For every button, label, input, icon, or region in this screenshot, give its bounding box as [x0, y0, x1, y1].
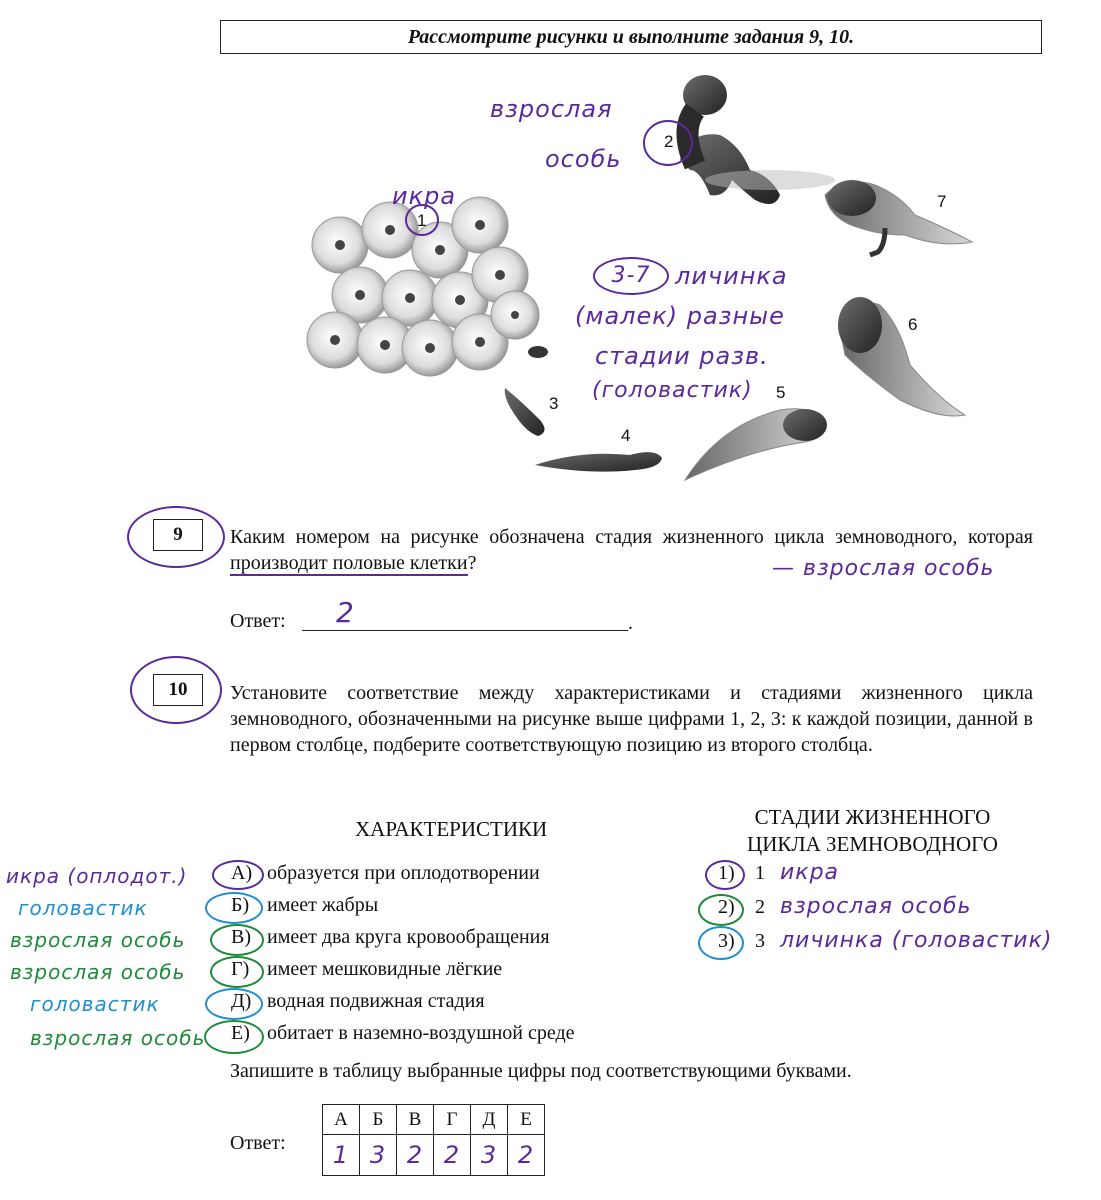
answer-table-header: В — [397, 1105, 434, 1135]
characteristic-note: головастик — [18, 896, 148, 920]
q9-answer-line[interactable] — [302, 630, 628, 631]
stage-number: 2) — [718, 896, 735, 918]
task-header: Рассмотрите рисунки и выполните задания 9, 10. — [220, 20, 1042, 54]
characteristic-text: обитает в наземно-воздушной среде — [267, 1022, 575, 1044]
stage-label-7: 7 — [937, 192, 947, 211]
q10-text: Установите соответствие между характеристиками и стадиями жизненного цикла земноводного, обозначенными на рисунке выше цифрами 1, 2, 3: к каждой позиции, данной в первом столбце, подберите соответствующую позицию из второго столбца. — [230, 682, 1033, 756]
stage-number: 3) — [718, 930, 735, 952]
note-adult-line1: взрослая — [490, 95, 613, 123]
characteristic-text: имеет мешковидные лёгкие — [267, 958, 503, 980]
characteristic-text: имеет жабры — [267, 894, 379, 916]
stage-3-illustration — [505, 388, 545, 436]
q9-answer-end: . — [628, 612, 633, 634]
answer-table-cell[interactable]: 2 — [508, 1135, 545, 1176]
answer-table-cell[interactable]: 1 — [323, 1135, 360, 1176]
note-larva-line4: (головастик) — [592, 378, 753, 403]
q10-instruction: Запишите в таблицу выбранные цифры под соответствующими буквами. — [230, 1060, 852, 1082]
characteristic-note: головастик — [30, 992, 160, 1016]
note-larva-line1: личинка — [675, 262, 788, 290]
stage-label-3: 3 — [549, 394, 559, 413]
stage-value: 1 — [755, 862, 765, 884]
note-eggs: икра — [392, 182, 457, 210]
answer-table-cell[interactable]: 3 — [360, 1135, 397, 1176]
answer-table-header: Д — [471, 1105, 508, 1135]
tiny-larva-illustration — [528, 346, 548, 358]
stage-note: икра — [780, 860, 840, 885]
note-larva-range: 3-7 — [593, 257, 669, 295]
stage-label-6: 6 — [908, 315, 918, 334]
adult-frog-illustration — [680, 75, 835, 204]
stage-label-1: 1 — [417, 211, 427, 230]
characteristic-note: взрослая особь — [10, 928, 186, 952]
characteristic-letter: Д) — [231, 990, 252, 1012]
q9-answer-label: Ответ: — [230, 610, 286, 632]
stage-value: 3 — [755, 930, 765, 952]
characteristic-text: образуется при оплодотворении — [267, 862, 540, 884]
q9-number: 9 — [153, 519, 203, 551]
stage-4-illustration — [535, 452, 662, 472]
q9-text-underlined: производит половые клетки — [230, 552, 468, 574]
q9-answer-value: 2 — [336, 596, 355, 629]
answer-table-header: Е — [508, 1105, 545, 1135]
stage-label-4: 4 — [621, 426, 631, 445]
stage-note: личинка (головастик) — [780, 928, 1053, 953]
answer-table-cell[interactable]: 2 — [397, 1135, 434, 1176]
stages-heading-line2: ЦИКЛА ЗЕМНОВОДНОГО — [747, 832, 998, 856]
q10-answer-table — [322, 1104, 545, 1176]
characteristic-text: водная подвижная стадия — [267, 990, 485, 1012]
characteristic-letter: А) — [231, 862, 253, 884]
characteristic-letter: Г) — [231, 958, 250, 980]
q10-number: 10 — [153, 674, 203, 706]
stage-note: взрослая особь — [780, 894, 972, 919]
q9-handwritten-note: — взрослая особь — [772, 556, 995, 581]
stage-5-illustration — [685, 409, 827, 480]
q9-text-part1: Каким номером на рисунке обозначена стадия жизненного цикла земноводного, которая — [230, 526, 1033, 548]
characteristic-text: имеет два круга кровообращения — [267, 926, 550, 948]
q9-text-part2: ? — [467, 552, 477, 574]
answer-table-header: Г — [434, 1105, 471, 1135]
stages-heading-line1: СТАДИИ ЖИЗНЕННОГО — [754, 805, 991, 829]
q10-answer-label: Ответ: — [230, 1132, 286, 1154]
stage-value: 2 — [755, 896, 765, 918]
characteristic-note: взрослая особь — [10, 960, 186, 984]
stage-label-2: 2 — [664, 132, 674, 151]
stage-7-illustration — [825, 180, 972, 255]
stage-label-5: 5 — [776, 383, 786, 402]
note-larva-line3: стадии разв. — [595, 342, 769, 370]
characteristics-heading: ХАРАКТЕРИСТИКИ — [355, 817, 548, 841]
stage-6-illustration — [838, 297, 965, 416]
answer-table-header: Б — [360, 1105, 397, 1135]
characteristic-note: икра (оплодот.) — [6, 864, 188, 888]
characteristic-letter: Е) — [231, 1022, 250, 1044]
characteristic-letter: В) — [231, 926, 251, 948]
characteristic-note: взрослая особь — [30, 1026, 206, 1050]
answer-table-header: А — [323, 1105, 360, 1135]
answer-table-cell[interactable]: 2 — [434, 1135, 471, 1176]
characteristic-letter: Б) — [231, 894, 250, 916]
stages-heading — [700, 804, 1045, 858]
answer-table-cell[interactable]: 3 — [471, 1135, 508, 1176]
note-larva-line2: (малек) разные — [575, 302, 785, 330]
stage-number: 1) — [718, 862, 735, 884]
note-adult-line2: особь — [545, 145, 622, 173]
